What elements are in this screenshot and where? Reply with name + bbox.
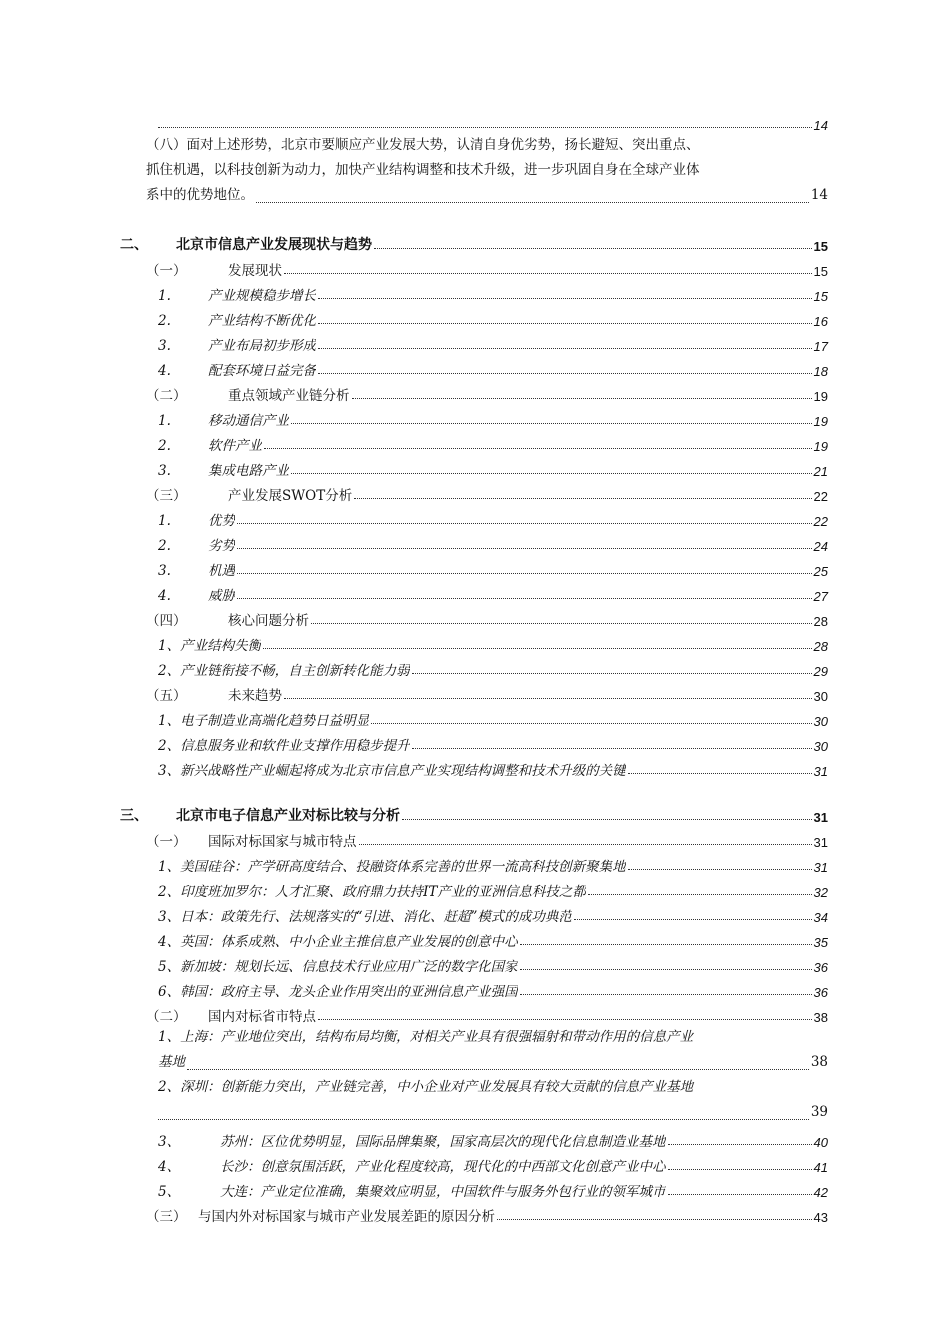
page-number: 31 [813,810,828,825]
toc-item[interactable] [120,975,828,1000]
page-number: 18 [813,364,828,379]
toc-item[interactable] [120,1150,828,1175]
item-number: 3. [158,463,171,479]
table-of-contents [120,108,828,1225]
toc-item[interactable] [120,925,828,950]
toc-item[interactable] [120,1125,828,1150]
item-number: 2. [158,313,171,329]
toc-item[interactable] [120,554,828,579]
toc-subsection-2-4[interactable] [120,604,828,629]
toc-item[interactable] [120,729,828,754]
item-title: 产业结构不断优化 [208,313,316,329]
item-number: 3. [158,338,171,354]
item-number: 3. [158,563,171,579]
dot-leader [412,748,812,749]
item-number: 4. [158,363,171,379]
toc-item[interactable] [120,354,828,379]
subsection-number: （二） [146,388,187,404]
item-title: 机遇 [208,563,235,579]
page-number: 36 [813,985,828,1000]
item-title-line2: 基地 [158,1054,185,1070]
subsection-title: 产业发展SWOT分析 [228,488,353,504]
item-title: 移动通信产业 [208,413,289,429]
item-title: 苏州：区位优势明显，国际品牌集聚，国家高层次的现代化信息制造业基地 [220,1134,666,1150]
page-number: 39 [810,1104,828,1120]
toc-item[interactable] [120,579,828,604]
item-title: 威胁 [208,588,235,604]
item-title: 6、韩国：政府主导、龙头企业作用突出的亚洲信息产业强国 [158,984,518,1000]
item-title: 5、新加坡：规划长远、信息技术行业应用广泛的数字化国家 [158,959,518,975]
dot-leader [284,273,812,274]
toc-continued-line[interactable] [120,108,828,133]
subsection-number: （四） [146,613,187,629]
dot-leader [520,944,812,945]
item-title: 4、英国：体系成熟、中小企业主推信息产业发展的创意中心 [158,934,518,950]
item-title: 3、新兴战略性产业崛起将成为北京市信息产业实现结构调整和技术升级的关键 [158,763,626,779]
item-number: 4. [158,588,171,604]
toc-subsection-2-3[interactable] [120,479,828,504]
item-number: 4、 [158,1159,181,1175]
toc-section-2[interactable] [120,208,828,254]
item-title: 2、深圳：创新能力突出，产业链完善，中小企业对产业发展具有较大贡献的信息产业基地 [158,1079,694,1095]
subsection-title: 核心问题分析 [228,613,309,629]
item-number: 2. [158,438,171,454]
toc-item[interactable] [120,950,828,975]
item-title: 优势 [208,513,235,529]
page-number: 29 [813,664,828,679]
dot-leader [574,919,812,920]
page-number: 15 [813,239,828,254]
page-number: 14 [813,118,828,133]
toc-item[interactable] [120,504,828,529]
toc-entry-e8[interactable] [120,133,828,208]
dot-leader [520,969,812,970]
dot-leader [318,348,812,349]
section-number: 二、 [120,236,148,252]
page-number: 30 [813,689,828,704]
dot-leader [311,623,812,624]
dot-leader [668,1144,812,1145]
item-title: 2、信息服务业和软件业支撑作用稳步提升 [158,738,410,754]
dot-leader [263,648,811,649]
item-title: 长沙：创意氛围活跃，产业化程度较高，现代化的中西部文化创意产业中心 [220,1159,666,1175]
section-title: 北京市信息产业发展现状与趋势 [176,236,372,252]
dot-leader [237,598,812,599]
toc-item[interactable] [120,404,828,429]
page-number: 15 [813,289,828,304]
dot-leader [354,498,811,499]
dot-leader [402,819,812,820]
page-number: 40 [813,1135,828,1150]
subsection-number: （一） [146,263,187,279]
toc-item[interactable] [120,1175,828,1200]
dot-leader [237,523,812,524]
item-number: 2. [158,538,171,554]
item-title: 集成电路产业 [208,463,289,479]
item-title: 大连：产业定位准确，集聚效应明显，中国软件与服务外包行业的领军城市 [220,1184,666,1200]
toc-entry-title-line2: 抓住机遇，以科技创新为动力，加快产业结构调整和技术升级，进一步巩固自身在全球产业体 [146,162,700,178]
page-number: 30 [813,714,828,729]
dot-leader [668,1194,812,1195]
page-number: 36 [813,960,828,975]
item-title: 2、印度班加罗尔：人才汇聚、政府鼎力扶持IT产业的亚洲信息科技之都 [158,884,586,900]
dot-leader [158,1119,809,1120]
toc-item[interactable] [120,654,828,679]
page-number: 35 [813,935,828,950]
toc-item[interactable] [120,704,828,729]
dot-leader [352,398,812,399]
item-title: 1、上海：产业地位突出，结构布局均衡，对相关产业具有很强辐射和带动作用的信息产业 [158,1029,694,1045]
toc-item[interactable] [120,875,828,900]
dot-leader [668,1169,812,1170]
item-number: 5、 [158,1184,181,1200]
page-number: 19 [813,439,828,454]
toc-item[interactable] [120,900,828,925]
section-number: 三、 [120,807,148,823]
toc-item-multiline[interactable] [120,1075,828,1125]
dot-leader [520,994,812,995]
page-number: 14 [810,187,828,203]
page-number: 15 [813,264,828,279]
toc-item[interactable] [120,529,828,554]
subsection-number: （三） [146,1209,187,1225]
toc-item[interactable] [120,454,828,479]
dot-leader [374,248,812,249]
page-number: 32 [813,885,828,900]
toc-item[interactable] [120,279,828,304]
page-number: 22 [813,489,828,504]
page-number: 31 [813,835,828,850]
dot-leader [237,548,812,549]
page-number: 38 [810,1054,828,1070]
page-number: 41 [813,1160,828,1175]
dot-leader [291,473,812,474]
item-number: 1. [158,513,171,529]
item-number: 3、 [158,1134,181,1150]
item-number: 1. [158,288,171,304]
item-title: 产业规模稳步增长 [208,288,316,304]
subsection-number: （二） [146,1009,187,1025]
page-number: 28 [813,614,828,629]
item-number: 1. [158,413,171,429]
toc-entry-title: 面对上述形势，北京市要顺应产业发展大势，认清自身优劣势，扬长避短、突出重点、 [186,137,700,153]
subsection-title: 国际对标国家与城市特点 [208,834,357,850]
toc-section-3[interactable] [120,779,828,825]
dot-leader [371,723,811,724]
dot-leader [588,894,812,895]
toc-entry-label: （八） [146,137,187,153]
item-title: 产业布局初步形成 [208,338,316,354]
page-number: 19 [813,389,828,404]
dot-leader [256,202,809,203]
page-number: 38 [813,1010,828,1025]
subsection-title: 未来趋势 [228,688,282,704]
item-title: 1、电子制造业高端化趋势日益明显 [158,713,370,729]
page-number: 42 [813,1185,828,1200]
toc-subsection-3-1[interactable] [120,825,828,850]
section-title: 北京市电子信息产业对标比较与分析 [176,807,400,823]
dot-leader [158,127,812,128]
page-number: 31 [813,764,828,779]
page-number: 17 [813,339,828,354]
page-number: 19 [813,414,828,429]
toc-subsection-3-3[interactable] [120,1200,828,1225]
page-number: 30 [813,739,828,754]
toc-item[interactable] [120,629,828,654]
dot-leader [359,844,812,845]
dot-leader [497,1219,812,1220]
dot-leader [318,323,812,324]
item-title: 配套环境日益完备 [208,363,316,379]
toc-item[interactable] [120,754,828,779]
subsection-title: 发展现状 [228,263,282,279]
dot-leader [318,298,812,299]
toc-subsection-2-5[interactable] [120,679,828,704]
toc-subsection-3-2[interactable] [120,1000,828,1025]
page-number: 21 [813,464,828,479]
dot-leader [318,1019,812,1020]
toc-subsection-2-1[interactable] [120,254,828,279]
page-number: 27 [813,589,828,604]
toc-item[interactable] [120,304,828,329]
dot-leader [291,423,812,424]
page-number: 28 [813,639,828,654]
dot-leader [284,698,812,699]
page-number: 34 [813,910,828,925]
dot-leader [412,673,812,674]
item-title: 2、产业链衔接不畅，自主创新转化能力弱 [158,663,410,679]
page-number: 22 [813,514,828,529]
subsection-number: （三） [146,488,187,504]
dot-leader [264,448,812,449]
subsection-title: 国内对标省市特点 [208,1009,316,1025]
dot-leader [628,869,812,870]
page-number: 25 [813,564,828,579]
toc-item[interactable] [120,429,828,454]
subsection-number: （五） [146,688,187,704]
item-title: 软件产业 [208,438,262,454]
toc-item[interactable] [120,850,828,875]
toc-subsection-2-2[interactable] [120,379,828,404]
toc-item[interactable] [120,329,828,354]
subsection-number: （一） [146,834,187,850]
item-title: 劣势 [208,538,235,554]
page-number: 24 [813,539,828,554]
dot-leader [187,1069,809,1070]
dot-leader [237,573,812,574]
toc-item-multiline[interactable] [120,1025,828,1075]
subsection-title: 与国内外对标国家与城市产业发展差距的原因分析 [198,1209,495,1225]
page-number: 43 [813,1210,828,1225]
page-number: 16 [813,314,828,329]
subsection-title: 重点领域产业链分析 [228,388,350,404]
item-title: 1、产业结构失衡 [158,638,262,654]
dot-leader [628,773,812,774]
item-title: 1、美国硅谷：产学研高度结合、投融资体系完善的世界一流高科技创新聚集地 [158,859,626,875]
page-number: 31 [813,860,828,875]
item-title: 3、日本：政策先行、法规落实的“引进、消化、赶超”模式的成功典范 [158,909,572,925]
toc-entry-title-line3: 系中的优势地位。 [146,187,254,203]
dot-leader [318,373,812,374]
